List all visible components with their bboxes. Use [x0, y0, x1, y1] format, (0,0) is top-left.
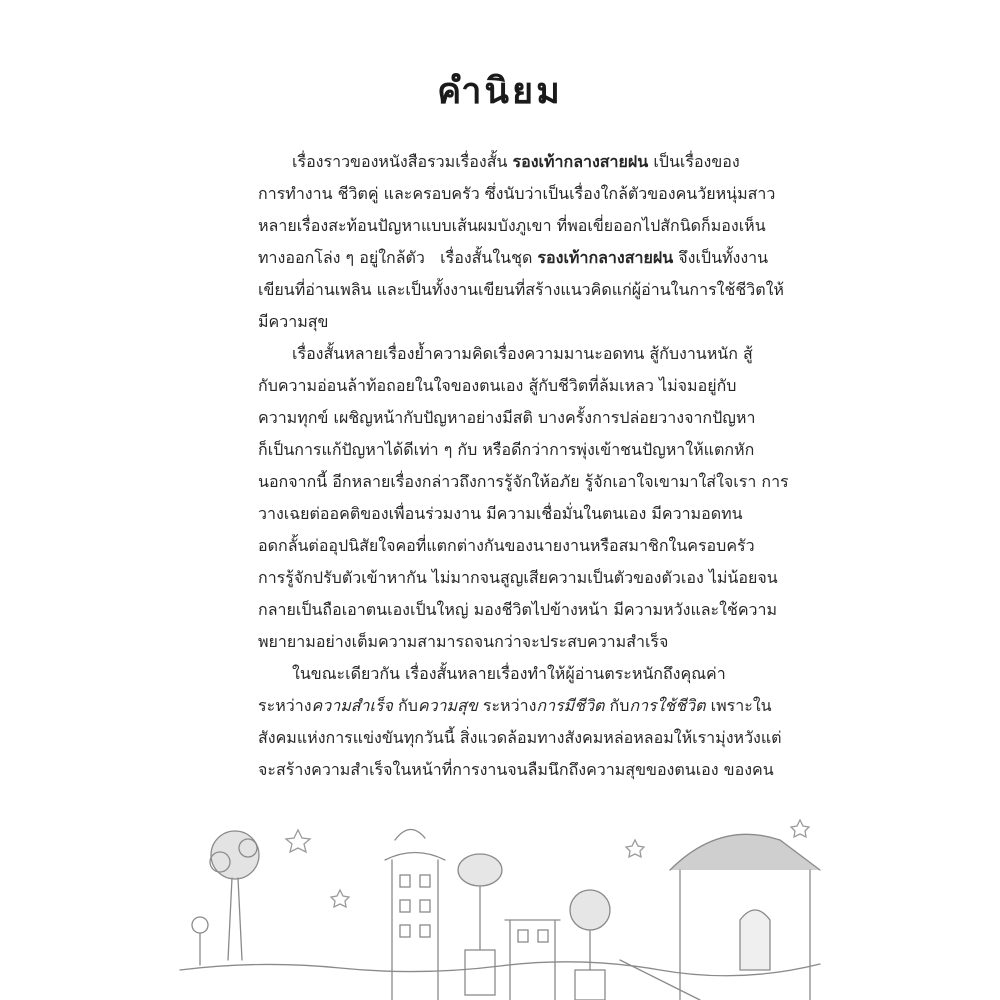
bold-book-title: รองเท้ากลางสายฝน	[512, 152, 649, 171]
text-segment: เรื่องราวของหนังสือรวมเรื่องสั้น	[292, 152, 513, 171]
text-segment: เรื่องสั้นหลายเรื่องย้ำความคิดเรื่องความมานะอดทน สู้กับงานหนัก สู้	[292, 344, 753, 363]
text-segment: การทำงาน ชีวิตคู่ และครอบครัว ซึ่งนับว่าเป็นเรื่องใกล้ตัวของคนวัยหนุ่มสาว	[258, 184, 776, 203]
text-line	[258, 690, 772, 722]
sketch-ground	[180, 962, 820, 976]
text-line	[258, 562, 778, 594]
text-segment: กลายเป็นถือเอาตนเองเป็นใหญ่ มองชีวิตไปข้างหน้า มีความหวังและใช้ความ	[258, 600, 778, 619]
text-segment: เป็นเรื่องของ	[648, 152, 740, 171]
text-line	[258, 722, 782, 754]
text-segment: จะสร้างความสำเร็จในหน้าที่การงานจนลืมนึกถึงความสุขของตนเอง ของคน	[258, 760, 774, 779]
text-segment: พยายามอย่างเต็มความสามารถจนกว่าจะประสบความสำเร็จ	[258, 632, 669, 651]
italic-emphasis: การใช้ชีวิต	[629, 696, 706, 715]
sketch-tree-left	[210, 831, 259, 960]
italic-emphasis: ความสำเร็จ	[311, 696, 393, 715]
text-line	[258, 370, 750, 402]
text-line	[258, 242, 769, 274]
text-line	[258, 146, 750, 178]
text-segment: กับ	[392, 696, 418, 715]
text-line	[258, 210, 766, 242]
text-segment: ก็เป็นการแก้ปัญหาได้ดีเท่า ๆ กับ หรือดีกว่าการพุ่งเข้าชนปัญหาให้แตกหัก	[258, 440, 755, 459]
text-line	[258, 626, 750, 658]
pencil-sketch-illustration	[180, 800, 820, 1000]
sketch-tree-middle	[458, 854, 502, 995]
text-segment: ระหว่าง	[477, 696, 537, 715]
text-segment: กับความอ่อนล้าท้อถอยในใจของตนเอง สู้กับชีวิตที่ล้มเหลว ไม่จมอยู่กับ	[258, 376, 737, 395]
text-line	[258, 338, 753, 370]
sketch-tree-right	[570, 890, 610, 1000]
text-segment: หลายเรื่องสะท้อนปัญหาแบบเส้นผมบังภูเขา ที่พอเขี่ยออกไปสักนิดก็มองเห็น	[258, 216, 766, 235]
text-segment: สังคมแห่งการแข่งขันทุกวันนี้ สิ่งแวดล้อมทางสังคมหล่อหลอมให้เรามุ่งหวังแต่	[258, 728, 782, 747]
page-title: คำนิยม	[437, 71, 563, 112]
text-line	[258, 178, 776, 210]
text-line	[258, 658, 750, 690]
text-line	[258, 274, 784, 306]
text-line	[258, 466, 789, 498]
sketch-flower-small	[192, 917, 208, 965]
text-segment: อดกลั้นต่ออุปนิสัยใจคอที่แตกต่างกันของนายงานหรือสมาชิกในครอบครัว	[258, 536, 755, 555]
text-line	[258, 594, 778, 626]
text-segment: ในขณะเดียวกัน เรื่องสั้นหลายเรื่องทำให้ผู้อ่านตระหนักถึงคุณค่า	[292, 664, 726, 683]
text-segment: จึงเป็นทั้งงาน	[673, 248, 769, 267]
italic-emphasis: ความสุข	[417, 696, 478, 715]
text-line	[258, 402, 756, 434]
text-line	[258, 754, 774, 786]
text-line	[258, 498, 750, 530]
body-text	[258, 146, 789, 786]
text-line	[258, 530, 755, 562]
text-segment: วางเฉยต่ออคติของเพื่อนร่วมงาน มีความเชื่อมั่นในตนเอง มีความอดทน	[258, 504, 743, 523]
text-segment: เขียนที่อ่านเพลิน และเป็นทั้งงานเขียนที่สร้างแนวคิดแก่ผู้อ่านในการใช้ชีวิตให้	[258, 280, 784, 299]
text-segment: การรู้จักปรับตัวเข้าหากัน ไม่มากจนสูญเสียความเป็นตัวของตัวเอง ไม่น้อยจน	[258, 568, 778, 587]
text-segment: กับ	[604, 696, 630, 715]
sketch-building-tall	[385, 829, 445, 1000]
italic-emphasis: การมีชีวิต	[536, 696, 605, 715]
text-line	[258, 306, 750, 338]
text-segment: ระหว่าง	[258, 696, 312, 715]
sketch-building-small	[505, 920, 560, 1000]
text-segment: มีความสุข	[258, 312, 329, 331]
text-segment: เพราะใน	[705, 696, 772, 715]
text-segment: ทางออกโล่ง ๆ อยู่ใกล้ตัว เรื่องสั้นในชุด	[258, 248, 538, 267]
text-segment: ความทุกข์ เผชิญหน้ากับปัญหาอย่างมีสติ บางครั้งการปล่อยวางจากปัญหา	[258, 408, 756, 427]
text-segment: นอกจากนี้ อีกหลายเรื่องกล่าวถึงการรู้จักให้อภัย รู้จักเอาใจเขามาใส่ใจเรา การ	[258, 472, 789, 491]
text-line	[258, 434, 755, 466]
bold-book-title: รองเท้ากลางสายฝน	[537, 248, 674, 267]
